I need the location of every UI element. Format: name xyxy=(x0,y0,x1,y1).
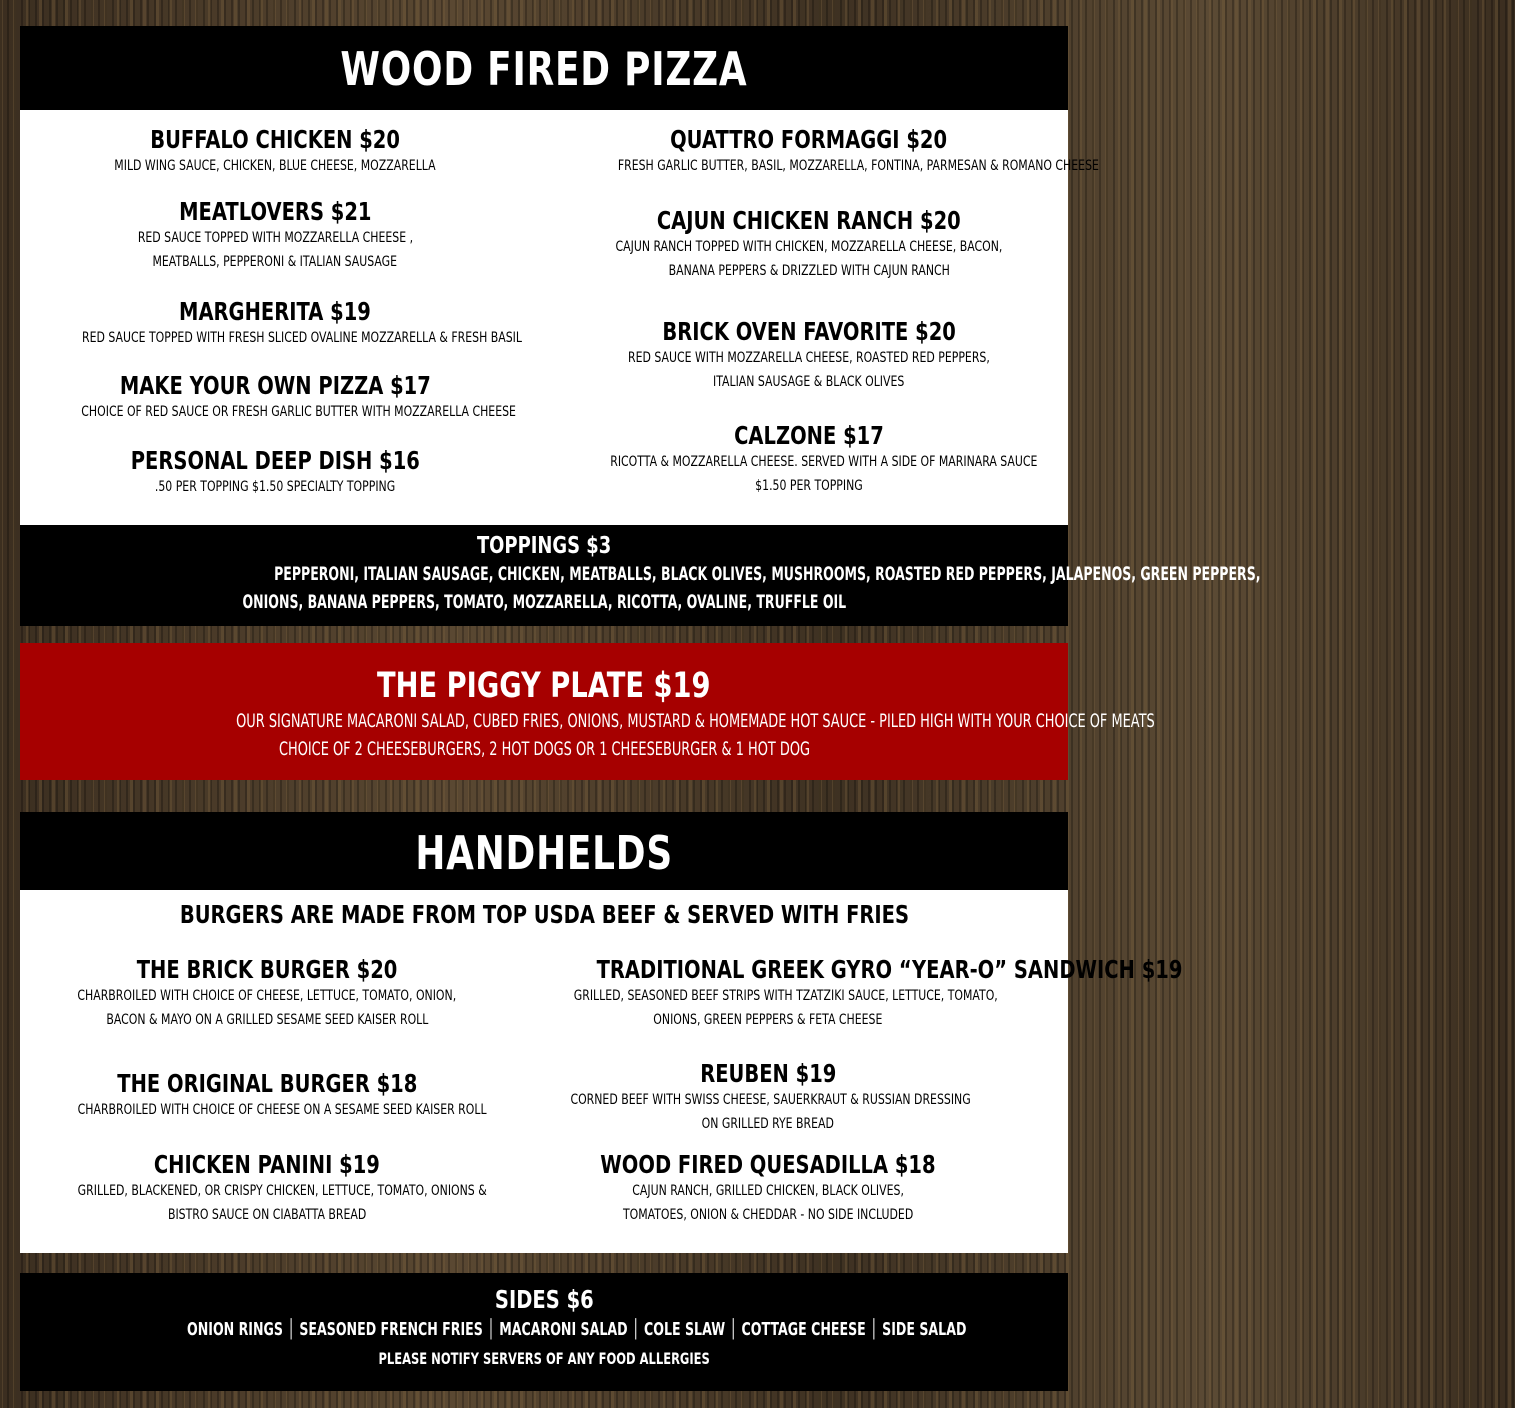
item-desc: CAJUN RANCH TOPPED WITH CHICKEN, MOZZARELLA CHEESE, BACON, xyxy=(615,239,1003,255)
item-desc: CORNED BEEF WITH SWISS CHEESE, SAUERKRAUT & RUSSIAN DRESSING xyxy=(570,1092,971,1108)
handhelds-title: HANDHELDS xyxy=(415,826,673,880)
piggy-plate-line-1: OUR SIGNATURE MACARONI SALAD, CUBED FRIES, ONIONS, MUSTARD & HOMEMADE HOT SAUCE - PILED HIGH WITH YOUR CHOICE OF MEATS xyxy=(236,710,1155,732)
item-desc: RICOTTA & MOZZARELLA CHEESE. SERVED WITH A SIDE OF MARINARA SAUCE xyxy=(610,454,1038,470)
menu-item xyxy=(550,318,1068,394)
item-name: THE BRICK BURGER $20 xyxy=(136,955,398,984)
item-name: BUFFALO CHICKEN $20 xyxy=(150,125,400,154)
menu-item xyxy=(550,422,1068,498)
item-name: CHICKEN PANINI $19 xyxy=(154,1150,380,1179)
menu-item xyxy=(514,955,1183,1032)
item-name: CALZONE $17 xyxy=(734,421,884,450)
sides-title: SIDES $6 xyxy=(494,1285,594,1314)
piggy-plate-title: THE PIGGY PLATE $19 xyxy=(377,666,711,706)
side-item: SIDE SALAD xyxy=(882,1319,967,1340)
item-name: PERSONAL DEEP DISH $16 xyxy=(130,446,420,475)
menu-item xyxy=(20,198,530,274)
item-desc: FRESH GARLIC BUTTER, BASIL, MOZZARELLA, FONTINA, PARMESAN & ROMANO CHEESE xyxy=(617,158,1099,174)
sides-list: ONION RINGS │ SEASONED FRENCH FRIES │ MACARONI SALAD │ COLE SLAW │ COTTAGE CHEESE │ SIDE SALAD xyxy=(187,1319,967,1340)
sides-band xyxy=(20,1273,1068,1391)
item-name: MARGHERITA $19 xyxy=(179,297,371,326)
side-item: MACARONI SALAD xyxy=(499,1319,628,1340)
item-desc: .50 PER TOPPING $1.50 SPECIALTY TOPPING xyxy=(154,479,396,495)
item-name: BRICK OVEN FAVORITE $20 xyxy=(662,317,956,346)
allergy-note: PLEASE NOTIFY SERVERS OF ANY FOOD ALLERGIES xyxy=(378,1349,710,1368)
item-desc: ON GRILLED RYE BREAD xyxy=(701,1116,835,1132)
item-desc: TOMATOES, ONION & CHEDDAR - NO SIDE INCLUDED xyxy=(622,1207,914,1223)
item-desc: RED SAUCE WITH MOZZARELLA CHEESE, ROASTED RED PEPPERS, xyxy=(628,350,990,366)
menu-item xyxy=(20,126,530,178)
item-desc: ITALIAN SAUSAGE & BLACK OLIVES xyxy=(713,374,905,390)
item-desc: CHARBROILED WITH CHOICE OF CHEESE, LETTUCE, TOMATO, ONION, xyxy=(77,988,457,1004)
menu-item xyxy=(550,125,1099,178)
handhelds-panel xyxy=(20,890,1183,1253)
pizza-left-column xyxy=(20,110,530,525)
item-desc: BACON & MAYO ON A GRILLED SESAME SEED KAISER ROLL xyxy=(106,1012,428,1028)
pizza-title: WOOD FIRED PIZZA xyxy=(340,42,748,96)
handhelds-subtitle: BURGERS ARE MADE FROM TOP USDA BEEF & SERVED WITH FRIES xyxy=(179,900,909,929)
item-name: MAKE YOUR OWN PIZZA $17 xyxy=(119,371,431,400)
item-desc: CHARBROILED WITH CHOICE OF CHEESE ON A SESAME SEED KAISER ROLL xyxy=(77,1102,487,1118)
item-name: QUATTRO FORMAGGI $20 xyxy=(670,125,948,154)
pizza-right-column xyxy=(550,110,1099,525)
item-desc: CHOICE OF RED SAUCE OR FRESH GARLIC BUTTER WITH MOZZARELLA CHEESE xyxy=(81,404,516,420)
side-item: SEASONED FRENCH FRIES xyxy=(299,1319,483,1340)
piggy-plate-band xyxy=(20,643,1155,780)
menu-item xyxy=(20,372,530,424)
item-desc: $1.50 PER TOPPING xyxy=(755,478,863,494)
handhelds-header xyxy=(20,812,1068,890)
pizza-panel xyxy=(20,110,1099,525)
menu-item xyxy=(20,956,514,1032)
handhelds-left-column xyxy=(20,890,514,1253)
item-name: CAJUN CHICKEN RANCH $20 xyxy=(657,206,961,235)
piggy-plate-line-2: CHOICE OF 2 CHEESEBURGERS, 2 HOT DOGS OR 1 CHEESEBURGER & 1 HOT DOG xyxy=(278,738,810,760)
menu-item xyxy=(514,1151,1022,1227)
item-name: TRADITIONAL GREEK GYRO “YEAR-O” SANDWICH $19 xyxy=(596,955,1183,984)
menu-item xyxy=(20,447,530,499)
item-name: REUBEN $19 xyxy=(699,1059,837,1088)
item-desc: RED SAUCE TOPPED WITH MOZZARELLA CHEESE , xyxy=(137,230,413,246)
item-desc: BISTRO SAUCE ON CIABATTA BREAD xyxy=(167,1207,367,1223)
side-item: COLE SLAW xyxy=(643,1319,726,1340)
item-desc: GRILLED, BLACKENED, OR CRISPY CHICKEN, LETTUCE, TOMATO, ONIONS & xyxy=(77,1183,487,1199)
handhelds-right-column xyxy=(514,890,1183,1253)
toppings-line-2: ONIONS, BANANA PEPPERS, TOMATO, MOZZARELLA, RICOTTA, OVALINE, TRUFFLE OIL xyxy=(242,591,846,613)
side-item: ONION RINGS xyxy=(187,1319,283,1340)
item-desc: ONIONS, GREEN PEPPERS & FETA CHEESE xyxy=(653,1012,883,1028)
item-desc: CAJUN RANCH, GRILLED CHICKEN, BLACK OLIVES, xyxy=(632,1183,904,1199)
item-name: THE ORIGINAL BURGER $18 xyxy=(116,1069,418,1098)
menu-item xyxy=(20,298,530,350)
item-desc: BANANA PEPPERS & DRIZZLED WITH CAJUN RANCH xyxy=(668,263,950,279)
item-desc: MEATBALLS, PEPPERONI & ITALIAN SAUSAGE xyxy=(152,254,398,270)
toppings-line-1: PEPPERONI, ITALIAN SAUSAGE, CHICKEN, MEATBALLS, BLACK OLIVES, MUSHROOMS, ROASTED RED PEPPERS, JALAPENOS, GREEN PEPPERS, xyxy=(274,563,1261,585)
item-name: MEATLOVERS $21 xyxy=(178,197,372,226)
toppings-title: TOPPINGS $3 xyxy=(476,533,612,559)
item-desc: GRILLED, SEASONED BEEF STRIPS WITH TZATZIKI SAUCE, LETTUCE, TOMATO, xyxy=(573,988,998,1004)
menu-item xyxy=(20,1070,514,1122)
pizza-header xyxy=(20,26,1068,110)
menu-item xyxy=(550,207,1068,283)
item-name: WOOD FIRED QUESADILLA $18 xyxy=(600,1150,936,1179)
item-desc: MILD WING SAUCE, CHICKEN, BLUE CHEESE, MOZZARELLA xyxy=(114,158,436,174)
menu-item xyxy=(20,1151,514,1227)
item-desc: RED SAUCE TOPPED WITH FRESH SLICED OVALINE MOZZARELLA & FRESH BASIL xyxy=(82,330,522,346)
menu-item xyxy=(514,1060,1022,1136)
side-item: COTTAGE CHEESE xyxy=(741,1319,866,1340)
toppings-band xyxy=(20,525,1261,626)
